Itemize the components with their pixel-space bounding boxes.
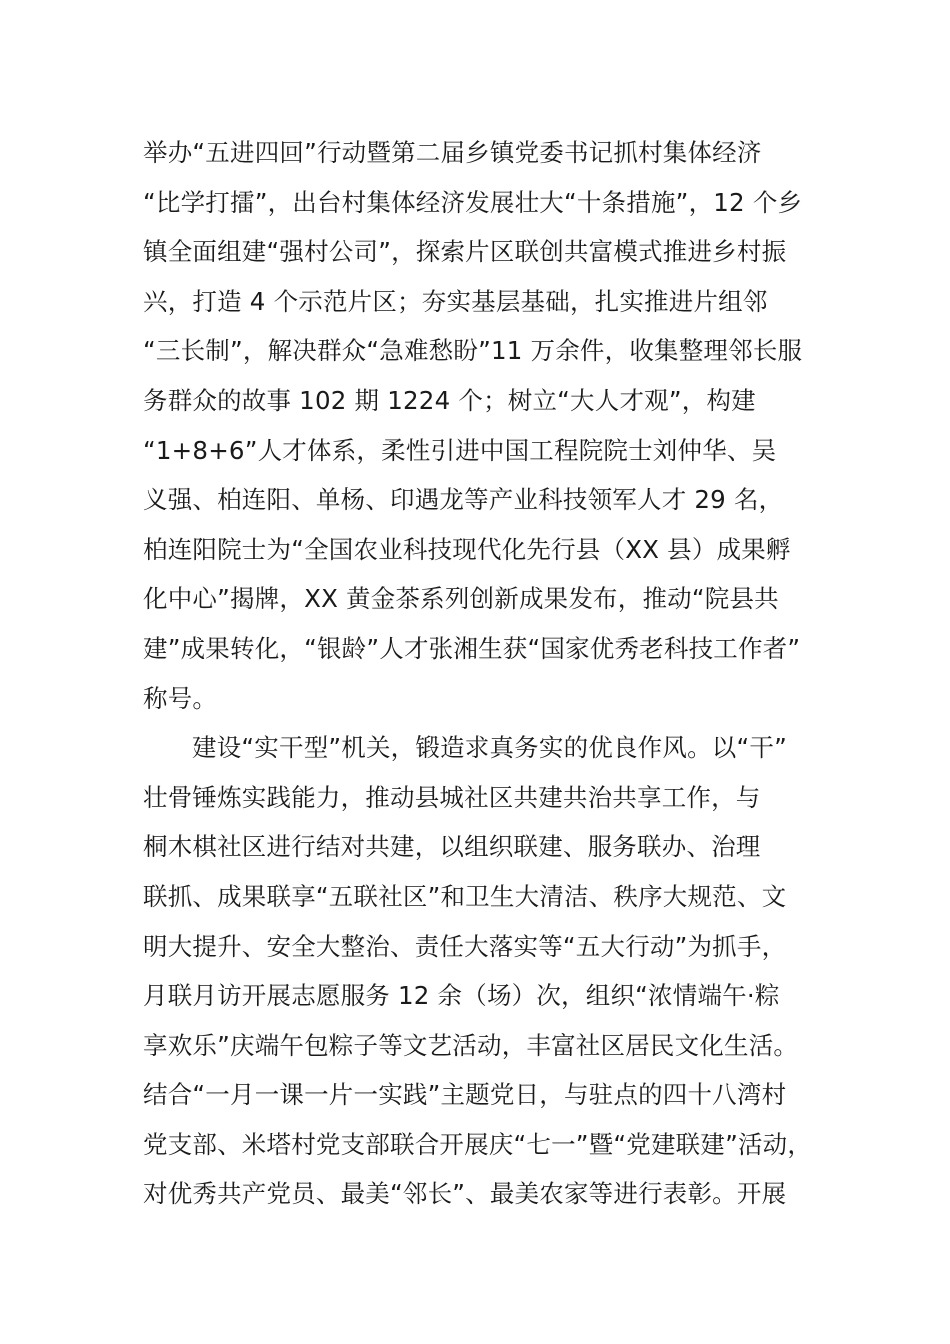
paragraph-2 — [143, 723, 843, 1219]
body-text — [143, 128, 843, 1219]
text-line: 月联月访开展志愿服务 12 余（场）次，组织“浓情端午·粽 — [143, 981, 780, 1011]
text-line: 化中心”揭牌，XX 黄金茶系列创新成果发布，推动“院县共 — [143, 584, 779, 614]
text-line: 务群众的故事 102 期 1224 个；树立“大人才观”，构建 — [143, 385, 756, 415]
text-line: 享欢乐”庆端午包粽子等文艺活动，丰富社区居民文化生活。 — [143, 1030, 799, 1060]
text-line: 兴，打造 4 个示范片区；夯实基层基础，扎实推进片组邻 — [143, 286, 768, 316]
text-line: “比学打擂”，出台村集体经济发展壮大“十条措施”，12 个乡 — [143, 187, 803, 217]
text-line: 称号。 — [143, 683, 218, 713]
paragraph-1 — [143, 128, 843, 723]
text-line: 建设“实干型”机关，锻造求真务实的优良作风。以“干” — [192, 733, 787, 763]
text-line: 柏连阳院士为“全国农业科技现代化先行县（XX 县）成果孵 — [143, 534, 791, 564]
text-line: 建”成果转化，“银龄”人才张湘生获“国家优秀老科技工作者” — [143, 633, 801, 663]
text-line: 壮骨锤炼实践能力，推动县城社区共建共治共享工作，与 — [143, 782, 761, 812]
text-line: 桐木棋社区进行结对共建，以组织联建、服务联办、治理 — [143, 832, 761, 862]
text-line: “三长制”，解决群众“急难愁盼”11 万余件，收集整理邻长服 — [143, 336, 803, 366]
text-line: “1+8+6”人才体系，柔性引进中国工程院院士刘仲华、吴 — [143, 435, 777, 465]
text-line: 镇全面组建“强村公司”，探索片区联创共富模式推进乡村振 — [143, 237, 787, 267]
text-line: 义强、柏连阳、单杨、印遇龙等产业科技领军人才 29 名， — [143, 485, 784, 515]
text-line: 对优秀共产党员、最美“邻长”、最美农家等进行表彰。开展 — [143, 1179, 787, 1209]
text-line: 党支部、米塔村党支部联合开展庆“七一”暨“党建联建”活动， — [143, 1129, 813, 1159]
text-line: 举办“五进四回”行动暨第二届乡镇党委书记抓村集体经济 — [143, 138, 762, 167]
text-line: 结合“一月一课一片一实践”主题党日，与驻点的四十八湾村 — [143, 1080, 787, 1110]
text-line: 明大提升、安全大整治、责任大落实等“五大行动”为抓手， — [143, 931, 787, 961]
text-line: 联抓、成果联享“五联社区”和卫生大清洁、秩序大规范、文 — [143, 881, 787, 911]
